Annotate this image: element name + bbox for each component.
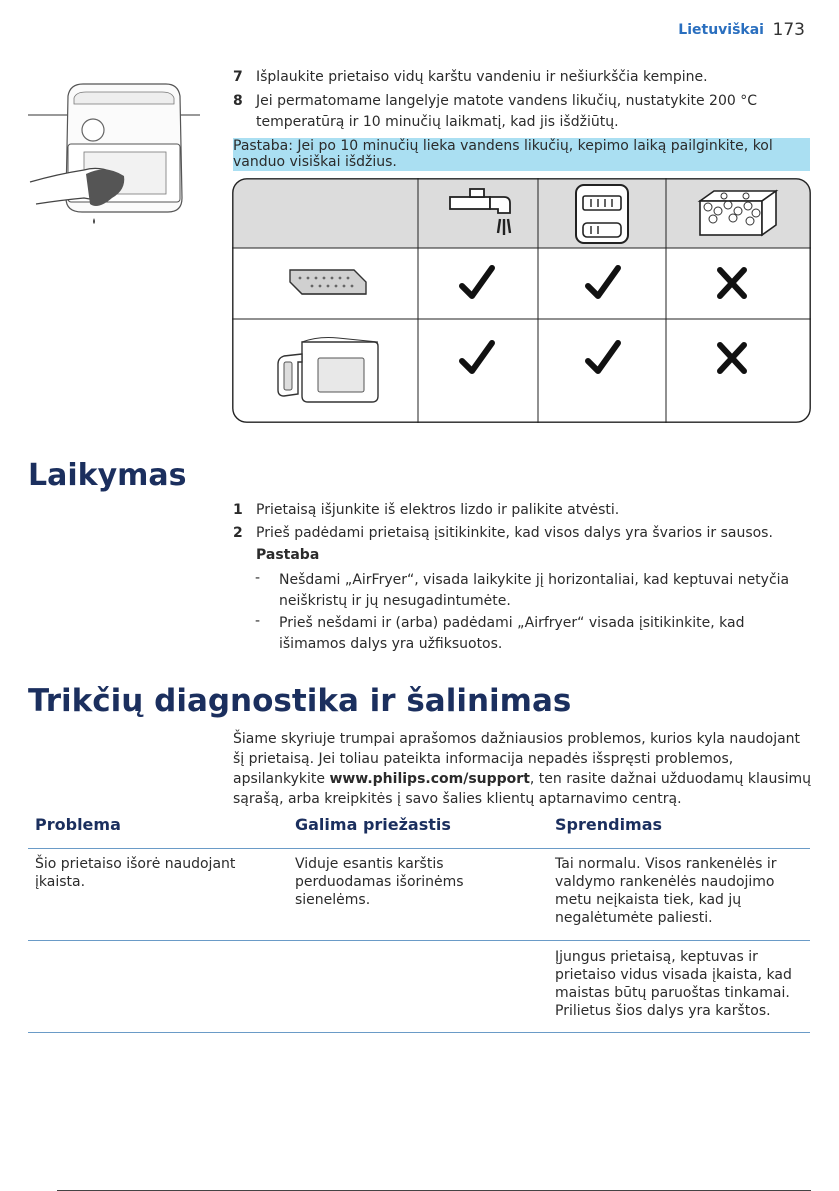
header-language: Lietuviškai xyxy=(678,22,764,38)
dash: - xyxy=(255,570,261,586)
dishwasher-icon xyxy=(576,185,628,243)
airfryer-cleaning-illustration xyxy=(28,78,203,228)
step-number: 8 xyxy=(233,93,243,109)
check-mark xyxy=(462,268,492,296)
cross-mark xyxy=(720,345,744,371)
intro-text: Šiame skyriuje trumpai aprašomos dažniausios problemos, kurios kyla naudojant šį prietaisą. Jei toliau pateikta informacija nepadės išspręsti problemos, apsilankykite xyxy=(233,731,801,787)
cross-mark xyxy=(720,270,744,296)
storage-note-item xyxy=(255,570,799,612)
section-title-storage: Laikymas xyxy=(28,458,187,493)
step-text: Prietaisą išjunkite iš elektros lizdo ir palikite atvėsti. xyxy=(256,502,620,518)
page-number: 173 xyxy=(772,20,805,40)
storage-step-2 xyxy=(233,523,813,544)
check-mark xyxy=(588,343,618,371)
check-mark xyxy=(462,343,492,371)
dash: - xyxy=(255,613,261,629)
mesh-grill-plate-icon xyxy=(290,270,366,294)
check-mark xyxy=(588,268,618,296)
step-text: Prieš padėdami prietaisą įsitikinkite, kad visos dalys yra švarios ir sausos. xyxy=(256,525,773,541)
step-number: 7 xyxy=(233,69,243,85)
cleaning-note: Pastaba: Jei po 10 minučių lieka vandens likučių, kepimo laiką pailginkite, kol vanduo visiškai išdžius. xyxy=(233,138,810,171)
troubleshooting-intro xyxy=(233,729,813,809)
solution-cell: Tai normalu. Visos rankenėlės ir valdymo rankenėlės naudojimo metu neįkaista tiek, kad jų negalėtumėte paliesti. xyxy=(555,856,777,926)
step-8 xyxy=(233,91,808,133)
storage-note-item xyxy=(255,613,799,655)
cleaning-method-table xyxy=(232,178,811,423)
table-rule xyxy=(28,940,810,941)
step-number: 2 xyxy=(233,525,243,541)
note-text: Nešdami „AirFryer“, visada laikykite jį horizontaliai, kad keptuvai netyčia neiškristų ir jų nesugadintumėte. xyxy=(279,572,790,609)
column-header-cause: Galima priežastis xyxy=(295,815,451,834)
step-7 xyxy=(233,67,813,88)
intro-text: , ten rasite dažnai užduodamų klausimų sąrašą, arba kreipkitės į savo šalies klientų aptarnavimo centrą. xyxy=(233,771,812,807)
storage-note-label: Pastaba xyxy=(256,547,320,563)
basket-icon xyxy=(278,338,378,403)
solution-cell: Įjungus prietaisą, keptuvas ir prietaiso vidus visada įkaista, kad maistas būtų paruoštas tinkamai. Prilietus šios dalys yra karštos. xyxy=(555,949,792,1019)
storage-notes xyxy=(233,570,813,660)
step-text: Išplaukite prietaiso vidų karštu vandeniu ir nešiurkščia kempine. xyxy=(256,69,708,85)
step-number: 1 xyxy=(233,502,243,518)
note-text: Prieš nešdami ir (arba) padėdami „Airfryer“ visada įsitikinkite, kad išimamos dalys yra užfiksuotos. xyxy=(279,615,745,652)
column-header-solution: Sprendimas xyxy=(555,815,663,834)
step-text: Jei permatomame langelyje matote vandens likučių, nustatykite 200 °C temperatūrą ir 10 minučių laikmatį, kad jis išdžiūtų. xyxy=(256,93,757,130)
table-rule xyxy=(28,1032,810,1033)
scouring-sponge-icon xyxy=(700,191,776,235)
problem-cell: Šio prietaiso išorė naudojant įkaista. xyxy=(35,856,236,890)
column-header-problem: Problema xyxy=(35,815,121,834)
cause-cell: Viduje esantis karštis perduodamas išorinėms sienelėms. xyxy=(295,856,464,908)
table-rule xyxy=(28,848,810,849)
storage-step-1 xyxy=(233,500,813,521)
support-link[interactable]: www.philips.com/support xyxy=(329,771,530,787)
section-title-troubleshooting: Trikčių diagnostika ir šalinimas xyxy=(28,683,572,719)
